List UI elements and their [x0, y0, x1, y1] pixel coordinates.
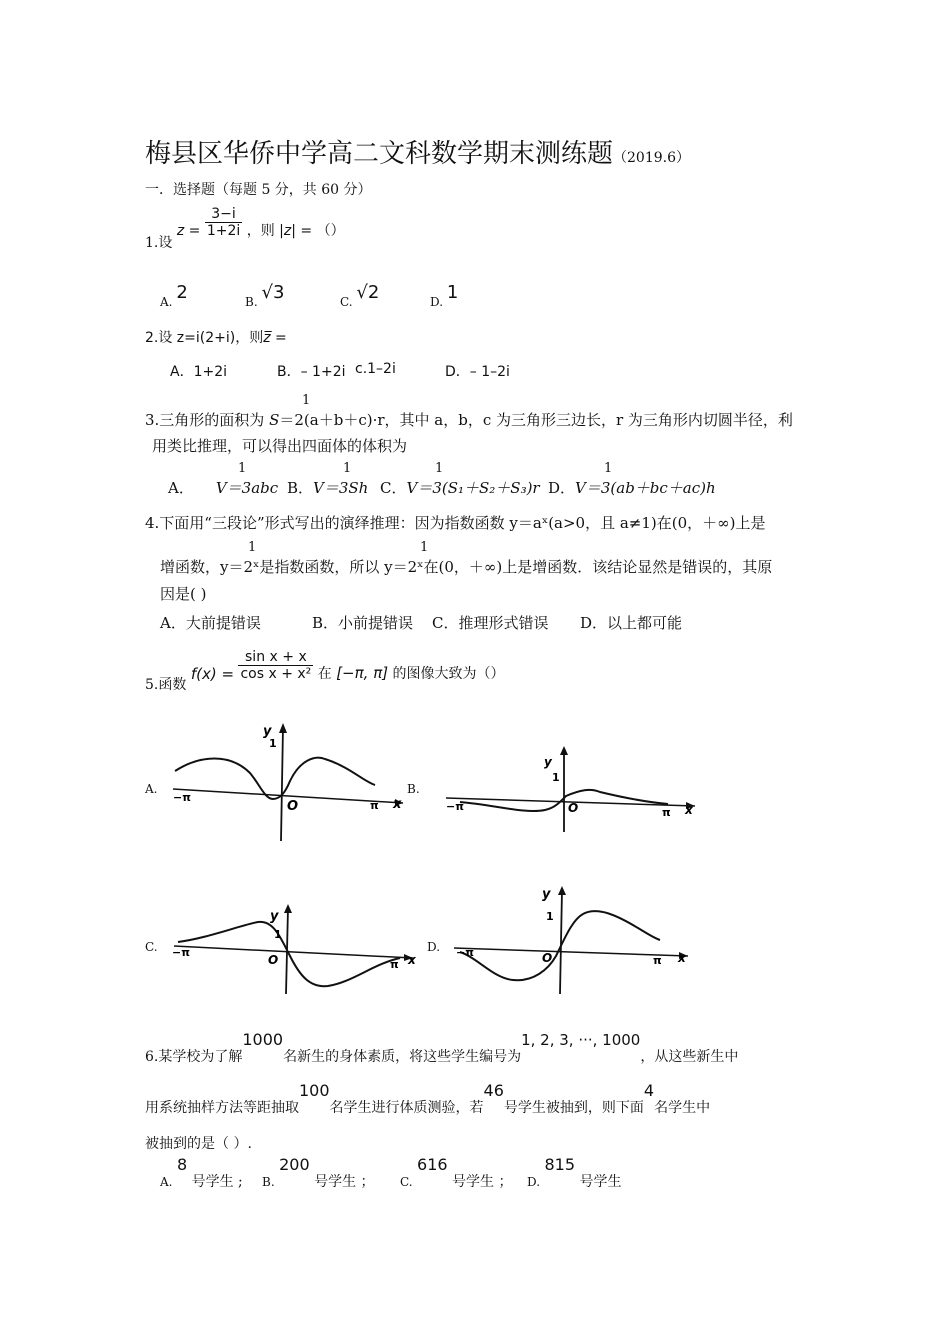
question-1 [145, 206, 345, 260]
q2-zbar: z̅ [263, 330, 271, 346]
q3-option-b-expr: V＝3Sh [313, 479, 369, 497]
q3-option-b-label: B． [287, 479, 314, 497]
graph-a-y-tick: 1 [269, 737, 277, 750]
q6-n1000: 1000 [242, 1030, 284, 1049]
q1-fraction [205, 206, 242, 239]
graph-d-y-label: y [542, 887, 551, 902]
q2-stem: 2.设 z=i(2+i)，则 [145, 330, 264, 346]
q1-option-b-value: √3 [261, 282, 285, 303]
q1-option-b-label: B. [245, 295, 258, 309]
graph-b-y-arrow [560, 746, 568, 755]
graph-a-y-axis [281, 727, 283, 841]
q1-option-c-label: C. [340, 295, 353, 309]
q4-option-c[interactable]: C．推理形式错误 [432, 614, 549, 632]
q6-seq: 1, 2, 3, ···, 1000 [521, 1031, 641, 1049]
q4-one-a: 1 [248, 540, 257, 555]
q1-den: 1+2i [206, 223, 241, 239]
q6-option-c-num: 616 [417, 1155, 448, 1174]
graph-a-label: A. [145, 782, 158, 796]
q3-option-a[interactable] [168, 477, 278, 498]
graph-a-y-arrow [279, 723, 287, 733]
q6-n100: 100 [299, 1081, 330, 1100]
q5-interval: [−π, π] [336, 663, 389, 682]
q6-option-b-num: 200 [279, 1155, 310, 1174]
graph-d-y-arrow [558, 886, 566, 895]
q1-option-d[interactable] [430, 282, 459, 309]
q3-option-d[interactable] [548, 477, 716, 498]
q6-option-d[interactable] [527, 1155, 622, 1190]
graph-d-x-label: x [678, 951, 686, 965]
q1-eq2: = [300, 222, 313, 239]
section-heading: 一．选择题（每题 5 分，共 60 分） [145, 182, 372, 198]
q5-den: cos x + x² [240, 666, 312, 682]
graph-c-y-arrow [284, 904, 292, 913]
q6-option-d-tail: 号学生 [579, 1174, 622, 1190]
q2-eq: = [270, 330, 287, 346]
graph-c[interactable] [168, 898, 423, 998]
q1-option-c-value: √2 [356, 282, 380, 303]
q6-option-a[interactable] [160, 1155, 243, 1190]
question-4-line-2: 增函数，y＝2ˣ是指数函数，所以 y＝2ˣ在(0，＋∞)上是增函数．该结论显然是错误的，其原 [160, 558, 773, 576]
q6-line2a: 用系统抽样方法等距抽取 [145, 1100, 299, 1116]
q3-option-a-expr: V＝3abc [215, 479, 279, 497]
q3-S: S [269, 411, 280, 429]
graph-b-x-label: x [685, 803, 693, 817]
graph-d-left-tick: −π [456, 946, 474, 959]
graph-d[interactable] [448, 880, 698, 998]
q1-option-a-label: A. [160, 295, 173, 309]
graph-a-right-tick: π [370, 799, 379, 812]
question-6-line-3: 被抽到的是（ ）. [145, 1136, 252, 1152]
q3-option-d-label: D． [548, 479, 576, 497]
q3-a-one: 1 [238, 461, 247, 476]
q6-option-c[interactable] [400, 1155, 513, 1190]
q2-option-b[interactable]: B．– 1+2i [277, 364, 346, 380]
q3-line1a: 3.三角形的面积为 [145, 411, 270, 429]
q1-option-a[interactable] [160, 282, 188, 309]
q1-option-d-value: 1 [446, 282, 459, 303]
graph-c-curve [178, 922, 400, 986]
q6-option-d-num: 815 [544, 1155, 576, 1174]
graph-b-label: B. [407, 782, 420, 796]
q1-mid: ，则 [246, 222, 275, 239]
q6-line2d: 名学生中 [654, 1100, 711, 1116]
q3-option-b[interactable] [287, 477, 368, 498]
q1-tail: （） [316, 222, 345, 239]
q5-fx: f(x) = [190, 664, 235, 683]
q6-line1b: 名新生的身体素质，将这些学生编号为 [283, 1049, 522, 1065]
graph-c-left-tick: −π [172, 946, 190, 959]
q1-eq: = [188, 222, 201, 239]
question-6-line-2 [145, 1081, 711, 1116]
q6-option-c-tail: 号学生 ； [452, 1174, 513, 1190]
q1-num: 3−i [205, 206, 242, 223]
question-3-line-1 [145, 409, 793, 430]
graph-a[interactable] [165, 715, 410, 845]
q6-line2b: 名学生进行体质测验，若 [329, 1100, 484, 1116]
q6-option-b-tail: 号学生 ； [314, 1174, 375, 1190]
q6-option-b-label: B. [262, 1175, 275, 1189]
graph-d-y-tick: 1 [546, 910, 554, 923]
graph-b[interactable] [440, 740, 705, 840]
graph-a-x-label: x [393, 797, 402, 812]
q6-option-a-num: 8 [176, 1155, 188, 1174]
q6-option-d-label: D. [527, 1175, 541, 1189]
q1-abs: |z| [279, 222, 296, 239]
q3-d-one: 1 [604, 461, 613, 476]
graph-c-label: C. [145, 940, 158, 954]
q1-option-d-label: D. [430, 295, 444, 309]
q6-option-a-tail: 号学生 ; [191, 1174, 243, 1190]
q3-option-a-label: A． [168, 479, 194, 497]
question-4-line-3: 因是( ) [160, 585, 207, 603]
q3-line1b: ＝2(a＋b＋c)·r，其中 a，b，c 为三角形三边长，r 为三角形内切圆半径，利 [279, 411, 793, 429]
q3-option-c-expr: V＝3(S₁＋S₂＋S₃)r [406, 479, 540, 497]
q4-one-b: 1 [420, 540, 429, 555]
title-text: 梅县区华侨中学高二文科数学期末测练题 [145, 139, 614, 169]
graph-b-y-tick: 1 [552, 771, 560, 784]
q1-option-b[interactable] [245, 282, 285, 309]
graph-c-right-tick: π [390, 958, 399, 971]
q3-frac-one: 1 [302, 393, 311, 408]
q1-option-a-value: 2 [176, 282, 188, 303]
q1-z: z [176, 222, 185, 239]
q2-option-d[interactable]: D．– 1–2i [445, 364, 510, 380]
q6-option-b[interactable] [262, 1155, 375, 1190]
graph-b-y-label: y [544, 755, 552, 769]
question-3-line-2: 用类比推理，可以得出四面体的体积为 [152, 437, 408, 455]
q6-option-a-label: A. [160, 1175, 173, 1189]
q5-mid: 在 [317, 665, 332, 682]
q1-option-c[interactable] [340, 282, 380, 309]
q3-option-c-label: C． [380, 479, 407, 497]
question-4-line-1: 4.下面用“三段论”形式写出的演绎推理：因为指数函数 y＝aˣ(a>0，且 a≠1)在(0，＋∞)上是 [145, 514, 766, 532]
q4-option-d[interactable]: D．以上都可能 [580, 614, 683, 632]
q6-n4: 4 [643, 1081, 655, 1100]
q4-option-b[interactable]: B．小前提错误 [312, 614, 414, 632]
q5-tail: 的图像大致为（） [392, 665, 505, 682]
q1-prefix: 1.设 [145, 234, 173, 251]
question-2 [145, 327, 287, 347]
q6-line1c: ，从这些新生中 [640, 1049, 739, 1065]
q5-num: sin x + x [238, 649, 313, 666]
title-date: （2019.6） [613, 150, 691, 166]
graph-c-x-axis [174, 946, 413, 958]
q5-prefix: 5.函数 [145, 676, 187, 693]
graph-b-origin: O [568, 801, 579, 815]
graph-c-y-label: y [270, 909, 279, 924]
question-5 [145, 643, 505, 693]
graph-a-origin: O [287, 799, 299, 814]
page-title [145, 133, 690, 170]
q6-n46: 46 [483, 1081, 504, 1100]
q2-option-c[interactable]: c.1–2i [355, 361, 396, 377]
graph-c-origin: O [268, 953, 279, 967]
graph-c-x-label: x [408, 953, 416, 967]
graph-b-left-tick: −π [446, 800, 464, 813]
q6-line2c: 号学生被抽到，则下面 [503, 1100, 644, 1116]
graph-d-origin: O [542, 951, 553, 965]
graph-a-curve [175, 758, 375, 799]
q6-line1a: 6.某学校为了解 [145, 1049, 243, 1065]
q3-option-c[interactable] [380, 477, 540, 498]
q3-option-d-expr: V＝3(ab＋bc＋ac)h [575, 479, 716, 497]
graph-b-right-tick: π [662, 806, 671, 819]
q3-c-one: 1 [435, 461, 444, 476]
graph-c-y-tick: 1 [274, 928, 282, 941]
q3-b-one: 1 [343, 461, 352, 476]
graph-d-label: D. [427, 940, 441, 954]
q4-option-a[interactable]: A．大前提错误 [160, 614, 261, 632]
graph-a-y-label: y [263, 724, 272, 739]
question-6-line-1 [145, 1030, 739, 1065]
graph-d-right-tick: π [653, 954, 662, 967]
graph-a-left-tick: −π [173, 791, 191, 804]
q2-option-a[interactable]: A．1+2i [170, 364, 228, 380]
q6-option-c-label: C. [400, 1175, 413, 1189]
q5-fraction [238, 649, 313, 682]
